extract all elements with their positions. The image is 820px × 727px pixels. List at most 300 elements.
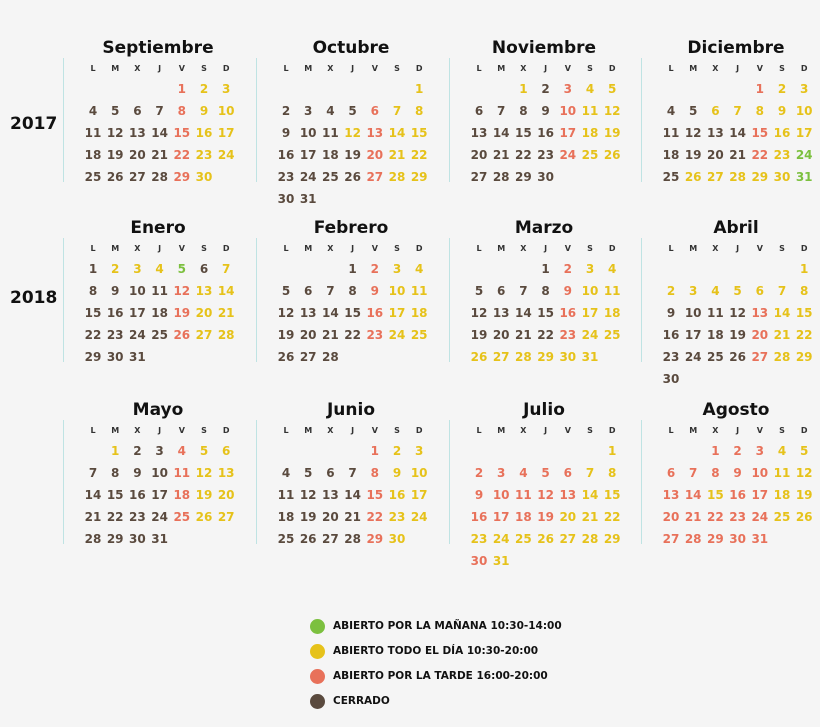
day-cell: 26 <box>684 170 702 184</box>
day-cell: 20 <box>366 148 384 162</box>
day-cell: 25 <box>151 328 168 342</box>
legend-label: ABIERTO TODO EL DÍA 10:30-20:00 <box>333 645 539 657</box>
day-cell: 25 <box>410 328 428 342</box>
day-cell: 11 <box>173 466 191 480</box>
weekday-header: S <box>587 426 593 435</box>
day-cell: 4 <box>608 262 617 276</box>
day-cell: 6 <box>711 104 720 118</box>
month-divider <box>63 58 64 182</box>
day-cell: 11 <box>84 126 102 140</box>
day-cell: 5 <box>800 444 809 458</box>
day-cell: 21 <box>515 328 532 342</box>
day-cell: 3 <box>755 444 764 458</box>
day-cell: 18 <box>410 306 428 320</box>
month-title: Julio <box>523 400 565 420</box>
day-cell: 14 <box>344 488 361 502</box>
day-cell: 19 <box>684 148 702 162</box>
weekday-header: S <box>779 426 785 435</box>
day-cell: 29 <box>537 350 554 364</box>
month-title: Abril <box>713 218 759 238</box>
weekday-header: S <box>201 426 207 435</box>
day-cell: 12 <box>729 306 746 320</box>
day-cell: 20 <box>129 148 146 162</box>
day-cell: 20 <box>217 488 235 502</box>
day-cell: 31 <box>795 170 813 184</box>
weekday-header: L <box>668 64 674 73</box>
day-cell: 26 <box>106 170 124 184</box>
day-cell: 11 <box>581 104 599 118</box>
day-cell: 7 <box>585 466 595 480</box>
day-cell: 26 <box>603 148 621 162</box>
day-cell: 16 <box>388 488 406 502</box>
day-cell: 6 <box>563 466 572 480</box>
day-cell: 1 <box>755 82 764 96</box>
weekday-header: L <box>476 64 482 73</box>
day-cell: 27 <box>559 532 577 546</box>
day-cell: 6 <box>133 104 142 118</box>
day-cell: 11 <box>322 126 339 140</box>
day-cell: 1 <box>541 262 550 276</box>
weekday-header: S <box>394 244 400 253</box>
day-cell: 21 <box>322 328 339 342</box>
day-cell: 3 <box>689 284 698 298</box>
weekday-header: X <box>327 244 334 253</box>
day-cell: 28 <box>151 170 168 184</box>
day-cell: 5 <box>348 104 357 118</box>
day-cell: 12 <box>684 126 702 140</box>
day-cell: 27 <box>751 350 769 364</box>
day-cell: 21 <box>84 510 102 524</box>
day-cell: 31 <box>751 532 769 546</box>
month-title: Mayo <box>132 400 184 420</box>
weekday-header: L <box>476 426 482 435</box>
day-cell: 13 <box>492 306 510 320</box>
weekday-header: V <box>371 426 378 435</box>
day-cell: 12 <box>299 488 317 502</box>
month-divider <box>641 420 642 544</box>
day-cell: 6 <box>474 104 484 118</box>
day-cell: 13 <box>299 306 317 320</box>
day-cell: 28 <box>684 532 702 546</box>
day-cell: 9 <box>370 284 379 298</box>
day-cell: 8 <box>755 104 764 118</box>
day-cell: 8 <box>88 284 98 298</box>
day-cell: 1 <box>111 444 120 458</box>
day-cell: 27 <box>299 350 317 364</box>
weekday-header: M <box>497 64 506 73</box>
day-cell: 13 <box>707 126 724 140</box>
day-cell: 9 <box>563 284 572 298</box>
day-cell: 22 <box>410 148 428 162</box>
day-cell: 7 <box>326 284 335 298</box>
day-cell: 18 <box>603 306 621 320</box>
day-cell: 23 <box>729 510 746 524</box>
day-cell: 9 <box>474 488 484 502</box>
day-cell: 25 <box>173 510 191 524</box>
day-cell: 27 <box>492 350 510 364</box>
day-cell: 29 <box>410 170 428 184</box>
day-cell: 30 <box>470 554 488 568</box>
day-cell: 12 <box>277 306 295 320</box>
day-cell: 29 <box>515 170 532 184</box>
day-cell: 23 <box>106 328 124 342</box>
day-cell: 16 <box>195 126 213 140</box>
weekday-header: D <box>608 244 616 253</box>
day-cell: 19 <box>729 328 746 342</box>
day-cell: 23 <box>773 148 791 162</box>
day-cell: 18 <box>662 148 680 162</box>
day-cell: 11 <box>603 284 621 298</box>
day-cell: 30 <box>537 170 554 184</box>
weekday-header: D <box>608 64 616 73</box>
day-cell: 17 <box>559 126 577 140</box>
weekday-header: V <box>178 244 185 253</box>
day-cell: 27 <box>470 170 488 184</box>
day-cell: 19 <box>195 488 213 502</box>
day-cell: 31 <box>581 350 599 364</box>
day-cell: 18 <box>173 488 191 502</box>
day-cell: 16 <box>662 328 680 342</box>
day-cell: 11 <box>410 284 428 298</box>
year-label-2017: 2017 <box>10 114 58 134</box>
day-cell: 6 <box>370 104 379 118</box>
day-cell: 5 <box>177 262 186 276</box>
day-cell: 18 <box>707 328 724 342</box>
day-cell: 27 <box>366 170 384 184</box>
day-cell: 10 <box>751 466 769 480</box>
weekday-header: V <box>371 64 378 73</box>
month-title: Agosto <box>702 400 770 420</box>
day-cell: 31 <box>299 192 317 206</box>
day-cell: 10 <box>684 306 702 320</box>
day-cell: 30 <box>559 350 577 364</box>
day-cell: 2 <box>133 444 142 458</box>
day-cell: 28 <box>773 350 791 364</box>
month-title: Septiembre <box>102 38 214 58</box>
day-cell: 24 <box>299 170 317 184</box>
day-cell: 15 <box>795 306 813 320</box>
weekday-header: V <box>564 426 571 435</box>
weekday-header: M <box>304 244 313 253</box>
day-cell: 2 <box>111 262 120 276</box>
legend-label: ABIERTO POR LA TARDE 16:00-20:00 <box>333 670 548 682</box>
day-cell: 21 <box>492 148 510 162</box>
day-cell: 7 <box>777 284 787 298</box>
day-cell: 6 <box>666 466 676 480</box>
day-cell: 23 <box>662 350 680 364</box>
day-cell: 11 <box>515 488 532 502</box>
day-cell: 18 <box>84 148 102 162</box>
day-cell: 20 <box>751 328 769 342</box>
day-cell: 10 <box>581 284 599 298</box>
weekday-header: L <box>283 64 289 73</box>
day-cell: 16 <box>729 488 746 502</box>
legend-dot-icon <box>310 669 325 684</box>
day-cell: 28 <box>388 170 406 184</box>
day-cell: 28 <box>322 350 339 364</box>
day-cell: 27 <box>707 170 724 184</box>
day-cell: 5 <box>199 444 209 458</box>
day-cell: 2 <box>370 262 379 276</box>
day-cell: 30 <box>106 350 124 364</box>
day-cell: 24 <box>217 148 235 162</box>
day-cell: 11 <box>707 306 724 320</box>
day-cell: 14 <box>322 306 339 320</box>
day-cell: 14 <box>492 126 510 140</box>
day-cell: 25 <box>322 170 339 184</box>
day-cell: 11 <box>151 284 168 298</box>
day-cell: 21 <box>344 510 361 524</box>
day-cell: 4 <box>281 466 291 480</box>
day-cell: 2 <box>777 82 787 96</box>
day-cell: 14 <box>581 488 599 502</box>
day-cell: 26 <box>729 350 746 364</box>
day-cell: 14 <box>684 488 702 502</box>
weekday-header: L <box>668 244 674 253</box>
day-cell: 9 <box>133 466 142 480</box>
day-cell: 21 <box>773 328 791 342</box>
day-cell: 3 <box>155 444 164 458</box>
day-cell: 14 <box>773 306 791 320</box>
month-title: Enero <box>130 218 186 238</box>
day-cell: 8 <box>608 466 617 480</box>
weekday-header: X <box>712 426 719 435</box>
weekday-header: D <box>415 244 423 253</box>
day-cell: 26 <box>795 510 813 524</box>
day-cell: 1 <box>711 444 720 458</box>
weekday-header: S <box>201 244 207 253</box>
day-cell: 10 <box>795 104 813 118</box>
weekday-header: J <box>158 64 162 73</box>
day-cell: 22 <box>751 148 769 162</box>
day-cell: 8 <box>711 466 720 480</box>
day-cell: 1 <box>608 444 617 458</box>
day-cell: 4 <box>711 284 720 298</box>
day-cell: 17 <box>217 126 235 140</box>
day-cell: 12 <box>195 466 213 480</box>
day-cell: 31 <box>151 532 168 546</box>
month-divider <box>256 420 257 544</box>
weekday-header: S <box>394 64 400 73</box>
day-cell: 29 <box>84 350 102 364</box>
day-cell: 20 <box>299 328 317 342</box>
weekday-header: M <box>111 426 120 435</box>
day-cell: 9 <box>392 466 402 480</box>
weekday-header: L <box>90 244 96 253</box>
day-cell: 20 <box>470 148 488 162</box>
weekday-header: L <box>668 426 674 435</box>
day-cell: 16 <box>129 488 146 502</box>
day-cell: 1 <box>370 444 379 458</box>
day-cell: 18 <box>515 510 532 524</box>
legend-dot-icon <box>310 694 325 709</box>
day-cell: 5 <box>541 466 550 480</box>
day-cell: 13 <box>751 306 769 320</box>
day-cell: 21 <box>581 510 599 524</box>
day-cell: 30 <box>388 532 406 546</box>
day-cell: 9 <box>777 104 787 118</box>
day-cell: 19 <box>795 488 813 502</box>
day-cell: 28 <box>492 170 510 184</box>
weekday-header: L <box>90 426 96 435</box>
day-cell: 28 <box>729 170 746 184</box>
day-cell: 29 <box>707 532 724 546</box>
weekday-header: X <box>327 426 334 435</box>
day-cell: 6 <box>199 262 209 276</box>
weekday-header: M <box>111 64 120 73</box>
day-cell: 8 <box>111 466 120 480</box>
day-cell: 5 <box>111 104 120 118</box>
weekday-header: V <box>564 64 571 73</box>
day-cell: 10 <box>492 488 510 502</box>
day-cell: 8 <box>519 104 528 118</box>
day-cell: 9 <box>733 466 742 480</box>
day-cell: 6 <box>755 284 764 298</box>
weekday-header: X <box>712 244 719 253</box>
weekday-header: M <box>689 426 698 435</box>
weekday-header: D <box>222 64 230 73</box>
weekday-header: X <box>520 64 527 73</box>
day-cell: 7 <box>155 104 164 118</box>
weekday-header: D <box>415 426 423 435</box>
weekday-header: D <box>222 426 230 435</box>
weekday-header: J <box>351 244 355 253</box>
day-cell: 21 <box>729 148 746 162</box>
day-cell: 10 <box>299 126 317 140</box>
day-cell: 24 <box>795 148 813 162</box>
day-cell: 28 <box>515 350 532 364</box>
weekday-header: J <box>158 426 162 435</box>
day-cell: 9 <box>666 306 676 320</box>
day-cell: 24 <box>492 532 510 546</box>
day-cell: 17 <box>684 328 702 342</box>
day-cell: 17 <box>151 488 168 502</box>
day-cell: 21 <box>684 510 702 524</box>
day-cell: 10 <box>388 284 406 298</box>
weekday-header: X <box>520 244 527 253</box>
day-cell: 13 <box>366 126 384 140</box>
legend-dot-icon <box>310 644 325 659</box>
day-cell: 3 <box>497 466 506 480</box>
day-cell: 22 <box>515 148 532 162</box>
day-cell: 8 <box>177 104 186 118</box>
month-divider <box>641 238 642 362</box>
day-cell: 24 <box>388 328 406 342</box>
day-cell: 30 <box>729 532 746 546</box>
day-cell: 29 <box>751 170 769 184</box>
day-cell: 22 <box>603 510 621 524</box>
day-cell: 24 <box>129 328 146 342</box>
day-cell: 4 <box>519 466 528 480</box>
day-cell: 28 <box>581 532 599 546</box>
day-cell: 20 <box>322 510 339 524</box>
day-cell: 13 <box>662 488 680 502</box>
day-cell: 14 <box>388 126 406 140</box>
day-cell: 16 <box>470 510 488 524</box>
day-cell: 10 <box>129 284 146 298</box>
weekday-header: J <box>351 426 355 435</box>
day-cell: 1 <box>177 82 186 96</box>
day-cell: 5 <box>304 466 313 480</box>
day-cell: 19 <box>299 510 317 524</box>
day-cell: 2 <box>733 444 742 458</box>
day-cell: 15 <box>603 488 621 502</box>
weekday-header: D <box>800 244 808 253</box>
day-cell: 4 <box>585 82 595 96</box>
day-cell: 21 <box>217 306 235 320</box>
month-title: Octubre <box>312 38 390 58</box>
weekday-header: V <box>756 64 763 73</box>
month-divider <box>63 420 64 544</box>
day-cell: 22 <box>84 328 102 342</box>
day-cell: 12 <box>470 306 488 320</box>
day-cell: 20 <box>707 148 724 162</box>
legend-label: CERRADO <box>333 695 390 707</box>
weekday-header: J <box>544 244 548 253</box>
day-cell: 7 <box>348 466 357 480</box>
day-cell: 20 <box>492 328 510 342</box>
day-cell: 5 <box>474 284 484 298</box>
weekday-header: J <box>351 64 355 73</box>
day-cell: 27 <box>217 510 235 524</box>
day-cell: 15 <box>751 126 769 140</box>
day-cell: 2 <box>199 82 209 96</box>
weekday-header: V <box>178 64 185 73</box>
month-divider <box>449 58 450 182</box>
year-label-2018: 2018 <box>10 288 58 308</box>
weekday-header: S <box>394 426 400 435</box>
weekday-header: D <box>800 426 808 435</box>
day-cell: 5 <box>281 284 291 298</box>
day-cell: 17 <box>751 488 769 502</box>
day-cell: 1 <box>415 82 424 96</box>
weekday-header: D <box>608 426 616 435</box>
day-cell: 29 <box>603 532 621 546</box>
weekday-header: M <box>497 426 506 435</box>
day-cell: 19 <box>470 328 488 342</box>
weekday-header: X <box>134 244 141 253</box>
weekday-header: M <box>304 64 313 73</box>
day-cell: 19 <box>603 126 621 140</box>
day-cell: 2 <box>392 444 402 458</box>
day-cell: 27 <box>129 170 146 184</box>
weekday-header: J <box>544 64 548 73</box>
day-cell: 3 <box>392 262 402 276</box>
day-cell: 22 <box>795 328 813 342</box>
day-cell: 3 <box>304 104 313 118</box>
weekday-header: D <box>415 64 423 73</box>
weekday-header: L <box>476 244 482 253</box>
day-cell: 25 <box>603 328 621 342</box>
day-cell: 3 <box>222 82 231 96</box>
day-cell: 20 <box>195 306 213 320</box>
day-cell: 30 <box>773 170 791 184</box>
day-cell: 12 <box>344 126 361 140</box>
weekday-header: M <box>111 244 120 253</box>
day-cell: 15 <box>84 306 102 320</box>
month-title: Junio <box>326 400 376 420</box>
day-cell: 18 <box>581 126 599 140</box>
day-cell: 17 <box>129 306 146 320</box>
day-cell: 4 <box>326 104 335 118</box>
weekday-header: S <box>779 64 785 73</box>
weekday-header: J <box>158 244 162 253</box>
day-cell: 7 <box>497 104 506 118</box>
day-cell: 24 <box>410 510 428 524</box>
day-cell: 16 <box>366 306 384 320</box>
day-cell: 15 <box>515 126 532 140</box>
day-cell: 16 <box>106 306 124 320</box>
